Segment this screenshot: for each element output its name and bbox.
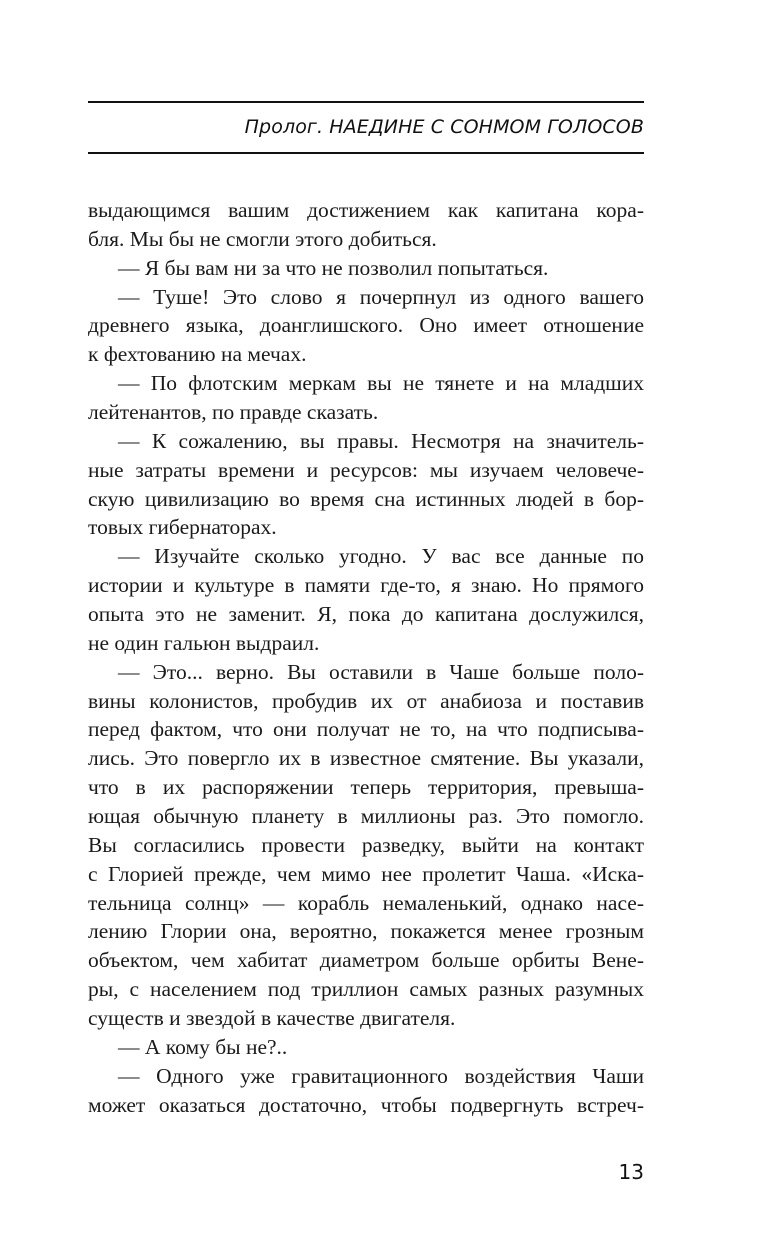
text-line: что в их распоряжении теперь территория, превыша- bbox=[88, 775, 644, 800]
text-line: — Это... верно. Вы оставили в Чаше больше поло- bbox=[118, 659, 644, 684]
text-line: к фехтованию на мечах. bbox=[88, 342, 307, 367]
text-line: лению Глории она, вероятно, покажется менее грозным bbox=[88, 919, 644, 944]
text-line: существ и звездой в качестве двигателя. bbox=[88, 1006, 456, 1031]
header-rule-top bbox=[88, 101, 644, 103]
text-line: древнего языка, доанглишского. Оно имеет отношение bbox=[88, 313, 644, 338]
text-line: — По флотским меркам вы не тянете и на младших bbox=[118, 371, 644, 396]
text-line: скую цивилизацию во время сна истинных людей в бор- bbox=[88, 486, 644, 511]
text-line: может оказаться достаточно, чтобы подвергнуть встреч- bbox=[88, 1092, 644, 1117]
text-line: тельница солнц» — корабль немаленький, однако насе- bbox=[88, 890, 644, 915]
text-line: объектом, чем хабитат диаметром больше орбиты Вене- bbox=[88, 948, 644, 973]
text-line: перед фактом, что они получат не то, на что подписыва- bbox=[88, 717, 644, 742]
text-line: бля. Мы бы не смогли этого добиться. bbox=[88, 226, 437, 251]
text-line: ры, с населением под триллион самых разных разумных bbox=[88, 977, 644, 1002]
text-line: Вы согласились провести разведку, выйти на контакт bbox=[88, 832, 644, 857]
text-line: с Глорией прежде, чем мимо нее пролетит Чаша. «Иска- bbox=[88, 861, 644, 886]
text-line: — Изучайте сколько угодно. У вас все данные по bbox=[118, 544, 644, 569]
text-line: ные затраты времени и ресурсов: мы изучаем человече- bbox=[88, 457, 644, 482]
running-head: Пролог. НАЕДИНЕ С СОНМОМ ГОЛОСОВ bbox=[244, 116, 644, 138]
text-line: — Туше! Это слово я почерпнул из одного вашего bbox=[118, 284, 644, 309]
text-line: — Я бы вам ни за что не позволил попытаться. bbox=[118, 255, 549, 280]
text-line: опыта это не заменит. Я, пока до капитана дослужился, bbox=[88, 602, 644, 627]
text-line: товых гибернаторах. bbox=[88, 515, 277, 540]
text-line: не один гальюн выдраил. bbox=[88, 630, 320, 655]
text-line: лейтенантов, по правде сказать. bbox=[88, 400, 379, 425]
text-line: — А кому бы не?.. bbox=[118, 1034, 288, 1059]
header-rule-bottom bbox=[88, 152, 644, 154]
text-line: вины колонистов, пробудив их от анабиоза и поставив bbox=[88, 688, 644, 713]
text-line: выдающимся вашим достижением как капитана кора- bbox=[88, 198, 644, 222]
text-line: истории и культуре в памяти где-то, я знаю. Но прямого bbox=[88, 573, 644, 598]
page-number: 13 bbox=[618, 1160, 644, 1184]
text-line: ющая обычную планету в миллионы раз. Это помогло. bbox=[88, 804, 644, 829]
text-line: — Одного уже гравитационного воздействия Чаши bbox=[118, 1063, 644, 1088]
text-line: — К сожалению, вы правы. Несмотря на значитель- bbox=[118, 428, 644, 453]
body-text bbox=[88, 196, 644, 1120]
text-line: лись. Это повергло их в известное смятение. Вы указали, bbox=[88, 746, 644, 771]
